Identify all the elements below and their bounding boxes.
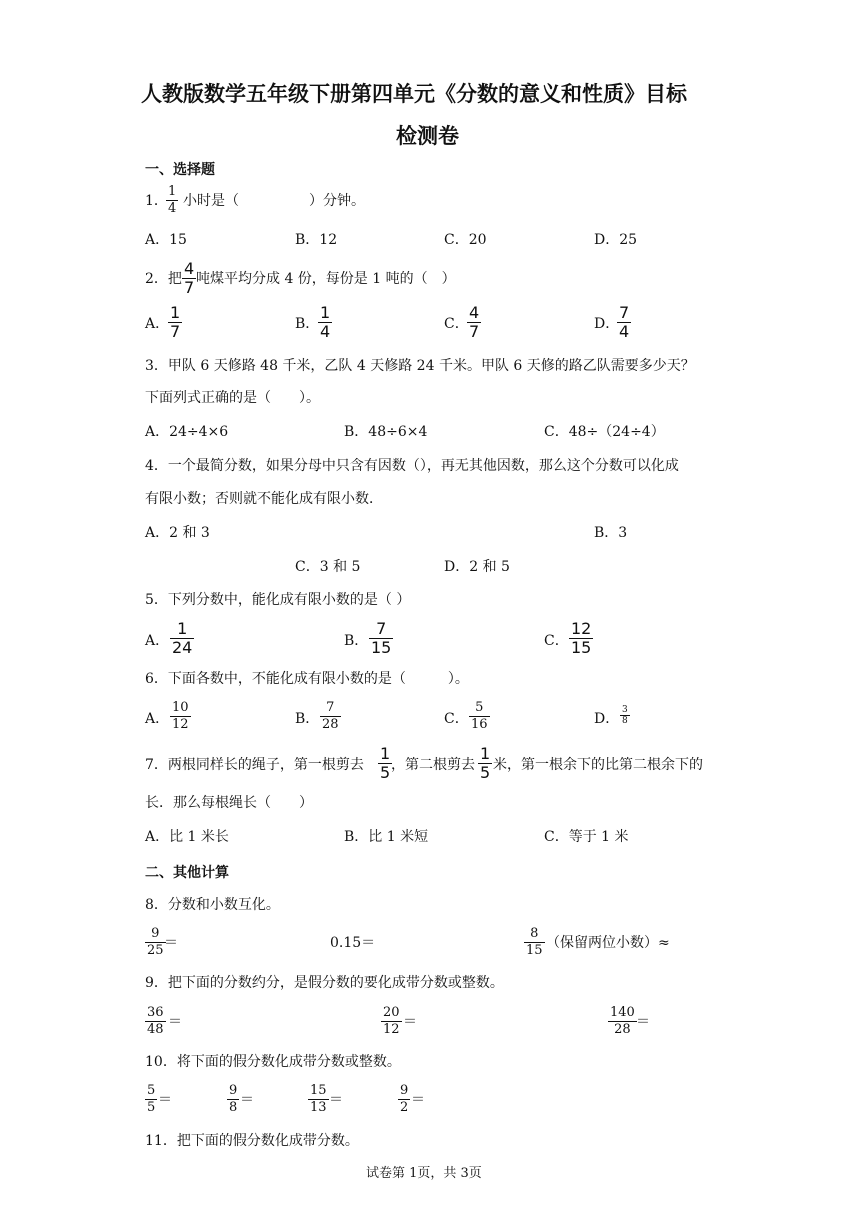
- numerator: 7: [619, 303, 630, 322]
- q5-option-b-label: B．: [344, 633, 369, 649]
- q4-option-c: C．3 和 5: [295, 559, 361, 575]
- q7-line-2: 长．那么每根绳长（ ）: [145, 795, 313, 811]
- denominator: 25: [147, 943, 164, 958]
- q3-line-1: 3．甲队 6 天修路 48 千米，乙队 4 天修路 24 千米。甲队 6 天修的路乙队需要多少天？: [145, 358, 695, 374]
- q1-number: 1．: [145, 193, 168, 209]
- q9-equals-3: ＝: [636, 1014, 650, 1030]
- denominator: 13: [310, 1100, 327, 1115]
- numerator: 4: [184, 259, 195, 278]
- q2-option-a-fraction: [168, 304, 182, 341]
- q6-option-a-label: A．: [145, 711, 170, 727]
- q8-fraction-3: [524, 926, 545, 959]
- q6-option-b-label: B．: [295, 711, 320, 727]
- q10-fraction-4: [398, 1083, 410, 1116]
- q4-line-1: 4．一个最简分数，如果分母中只含有因数（），再无其他因数，那么这个分数可以化成: [145, 458, 679, 474]
- q8-fraction-1: [145, 926, 166, 959]
- q6-option-c-fraction: [469, 700, 490, 733]
- q9-text: 9．把下面的分数约分，是假分数的要化成带分数或整数。: [145, 975, 504, 991]
- q8-equals-1: ＝: [164, 935, 178, 951]
- numerator: 9: [229, 1083, 238, 1098]
- q9-equals-1: ＝: [168, 1014, 182, 1030]
- q2-option-b-label: B．: [295, 316, 320, 332]
- denominator: 4: [619, 322, 630, 341]
- q5-text: 5．下列分数中，能化成有限小数的是（ ）: [145, 592, 411, 608]
- denominator: 12: [172, 717, 189, 732]
- denominator: 28: [614, 1022, 631, 1037]
- page-footer: 试卷第 1页，共 3页: [366, 1166, 482, 1181]
- section-heading-choice: 一、选择题: [145, 162, 215, 178]
- numerator: 4: [469, 303, 480, 322]
- numerator: 15: [310, 1083, 327, 1098]
- numerator: 7: [376, 619, 387, 638]
- q3-option-b: B．48÷6×4: [344, 424, 428, 440]
- title-line-2: 检测卷: [396, 124, 459, 148]
- q5-option-c-label: C．: [544, 633, 569, 649]
- q5-option-b-fraction: [369, 620, 393, 657]
- q3-option-c: C．48÷（24÷4）: [544, 424, 665, 440]
- denominator: 15: [526, 943, 543, 958]
- denominator: 2: [400, 1100, 409, 1115]
- q7-option-b: B．比 1 米短: [344, 829, 429, 845]
- denominator: 8: [229, 1100, 238, 1115]
- denominator: 5: [147, 1100, 156, 1115]
- q6-option-d-fraction: [620, 705, 630, 726]
- q6-option-d-label: D．: [594, 711, 620, 727]
- numerator: 12: [571, 619, 592, 638]
- q9-equals-2: ＝: [403, 1014, 417, 1030]
- q5-option-a-fraction: [170, 620, 194, 657]
- numerator: 9: [151, 926, 160, 941]
- section-heading-calc: 二、其他计算: [145, 865, 229, 881]
- q2-option-b-fraction: [318, 304, 332, 341]
- q4-option-a: A．2 和 3: [145, 525, 210, 541]
- q10-equals-3: ＝: [329, 1092, 343, 1108]
- q9-fraction-2: [381, 1005, 402, 1038]
- title-line-1: 人教版数学五年级下册第四单元《分数的意义和性质》目标: [141, 82, 687, 106]
- q4-option-d: D．2 和 5: [444, 559, 510, 575]
- q2-option-d-fraction: [617, 304, 631, 341]
- q7-part-3: 米，第一根余下的比第二根余下的: [493, 757, 703, 773]
- denominator: 5: [480, 763, 491, 782]
- q2-option-d-label: D．: [594, 316, 620, 332]
- q6-option-c-label: C．: [444, 711, 469, 727]
- numerator: 20: [383, 1005, 400, 1020]
- q2-text: 吨煤平均分成 4 份，每份是 1 吨的（ ）: [196, 271, 456, 287]
- denominator: 8: [622, 716, 628, 726]
- q10-fraction-3: [308, 1083, 329, 1116]
- numerator: 1: [177, 619, 188, 638]
- q3-line-2: 下面列式正确的是（ ）。: [145, 390, 320, 406]
- q6-text: 6．下面各数中，不能化成有限小数的是（ ）。: [145, 671, 469, 687]
- numerator: 1: [168, 184, 177, 199]
- q5-option-a-label: A．: [145, 633, 170, 649]
- denominator: 7: [170, 322, 181, 341]
- numerator: 36: [147, 1005, 164, 1020]
- numerator: 140: [610, 1005, 635, 1020]
- numerator: 1: [320, 303, 331, 322]
- numerator: 7: [326, 700, 335, 715]
- q1-fraction: [166, 184, 178, 217]
- q8-text: 8．分数和小数互化。: [145, 897, 280, 913]
- q10-equals-4: ＝: [411, 1092, 425, 1108]
- q2-fraction: [182, 260, 196, 297]
- denominator: 24: [172, 638, 193, 657]
- q4-line-2: 有限小数；否则就不能化成有限小数．: [145, 491, 383, 507]
- denominator: 7: [184, 278, 195, 297]
- q11-text: 11．把下面的假分数化成带分数。: [145, 1133, 359, 1149]
- denominator: 5: [380, 763, 391, 782]
- denominator: 12: [383, 1022, 400, 1037]
- denominator: 28: [322, 717, 339, 732]
- denominator: 15: [371, 638, 392, 657]
- q9-fraction-1: [145, 1005, 166, 1038]
- numerator: 10: [172, 700, 189, 715]
- q1-text: 小时是（ ）分钟。: [183, 193, 365, 209]
- q2-number: 2．把: [145, 271, 182, 287]
- q8-rounding-note: （保留两位小数）≈: [546, 935, 670, 951]
- q1-option-b: B．12: [295, 232, 338, 248]
- denominator: 15: [571, 638, 592, 657]
- q9-fraction-3: [608, 1005, 637, 1038]
- q7-part-2: ，第二根剪去: [391, 757, 475, 773]
- q1-option-d: D．25: [594, 232, 638, 248]
- q2-option-a-label: A．: [145, 316, 170, 332]
- q10-equals-1: ＝: [158, 1092, 172, 1108]
- q1-option-c: C．20: [444, 232, 487, 248]
- q6-option-a-fraction: [170, 700, 191, 733]
- q3-option-a: A．24÷4×6: [145, 424, 229, 440]
- numerator: 9: [400, 1083, 409, 1098]
- numerator: 8: [530, 926, 539, 941]
- q1-option-a: A．15: [145, 232, 187, 248]
- denominator: 16: [471, 717, 488, 732]
- q7-fraction-2: [478, 745, 492, 782]
- numerator: 1: [170, 303, 181, 322]
- q6-option-b-fraction: [320, 700, 341, 733]
- denominator: 48: [147, 1022, 164, 1037]
- q7-option-c: C．等于 1 米: [544, 829, 629, 845]
- q7-option-a: A．比 1 米长: [145, 829, 229, 845]
- q2-option-c-fraction: [467, 304, 481, 341]
- q8-decimal-item: 0.15＝: [330, 935, 376, 951]
- denominator: 4: [168, 201, 177, 216]
- denominator: 7: [469, 322, 480, 341]
- denominator: 4: [320, 322, 331, 341]
- q4-option-b: B．3: [594, 525, 628, 541]
- numerator: 1: [380, 744, 391, 763]
- q5-option-c-fraction: [569, 620, 593, 657]
- q10-fraction-1: [145, 1083, 157, 1116]
- q10-text: 10．将下面的假分数化成带分数或整数。: [145, 1054, 401, 1070]
- q10-equals-2: ＝: [240, 1092, 254, 1108]
- q7-part-1: 7．两根同样长的绳子，第一根剪去: [145, 757, 364, 773]
- numerator: 5: [475, 700, 484, 715]
- numerator: 3: [622, 705, 628, 715]
- q10-fraction-2: [227, 1083, 239, 1116]
- numerator: 5: [147, 1083, 156, 1098]
- q2-option-c-label: C．: [444, 316, 469, 332]
- numerator: 1: [480, 744, 491, 763]
